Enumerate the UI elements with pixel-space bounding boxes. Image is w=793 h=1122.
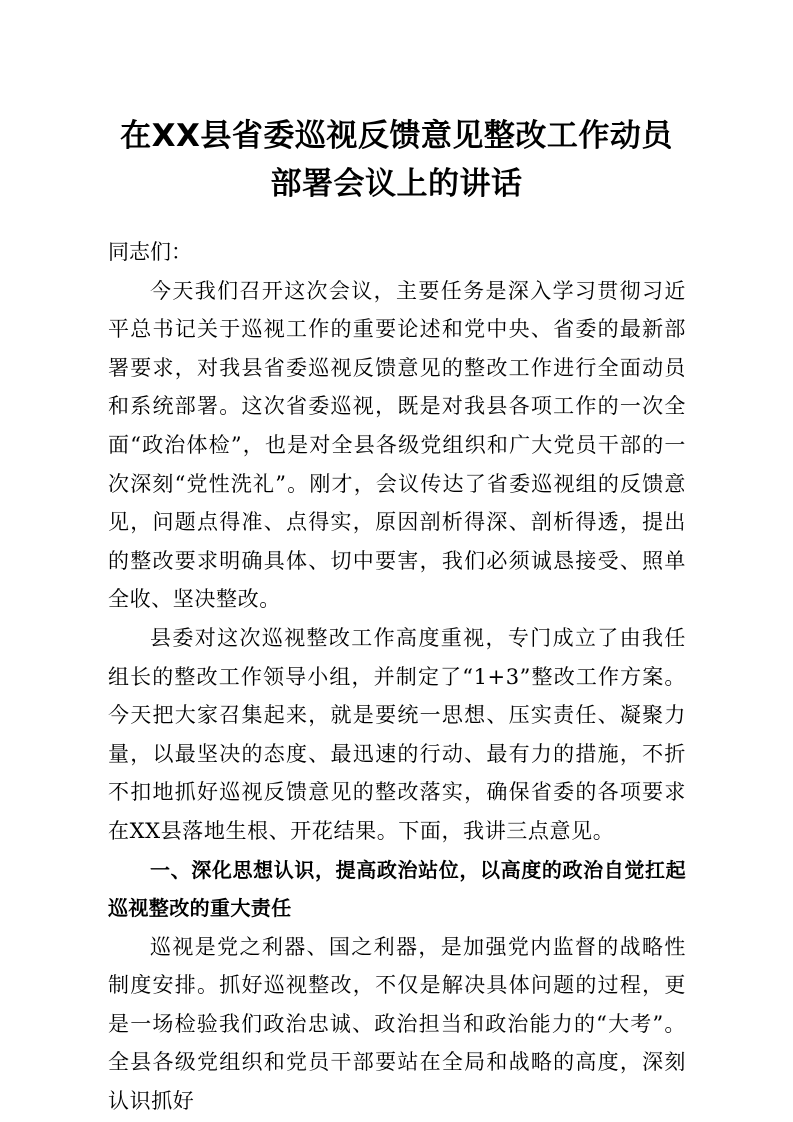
page-title [100, 112, 693, 208]
document-body [108, 233, 686, 1121]
salutation: 同志们： [108, 240, 192, 264]
section-heading-1: 一、深化思想认识，提高政治站位，以高度的政治自觉扛起巡视整改的重大责任 [108, 857, 686, 921]
body-paragraph-1: 今天我们召开这次会议，主要任务是深入学习贯彻习近平总书记关于巡视工作的重要论述和党中央、省委的最新部署要求，对我县省委巡视反馈意见的整改工作进行全面动员和系统部署。这次省委巡视，既是对我县各项工作的一次全面“政治体检”，也是对全县各级党组织和广大党员干部的一次深刻“党性洗礼”。刚才，会议传达了省委巡视组的反馈意见，问题点得准、点得实，原因剖析得深、剖析得透，提出的整改要求明确具体、切中要害，我们必须诚恳接受、照单全收、坚决整改。 [108, 278, 686, 612]
section-1-paragraph: 巡视是党之利器、国之利器，是加强党内监督的战略性制度安排。抓好巡视整改，不仅是解决具体问题的过程，更是一场检验我们政治忠诚、政治担当和政治能力的“大考”。全县各级党组织和党员干部要站在全局和战略的高度，深刻认识抓好 [108, 934, 686, 1114]
body-paragraph-2: 县委对这次巡视整改工作高度重视，专门成立了由我任组长的整改工作领导小组，并制定了“1+3”整改工作方案。今天把大家召集起来，就是要统一思想、压实责任、凝聚力量，以最坚决的态度、最迅速的行动、最有力的措施，不折不扣地抓好巡视反馈意见的整改落实，确保省委的各项要求在XX县落地生根、开花结果。下面，我讲三点意见。 [108, 625, 686, 843]
title-line-2: 部署会议上的讲话 [270, 166, 523, 202]
title-line-1: 在XX县省委巡视反馈意见整改工作动员 [120, 118, 673, 154]
